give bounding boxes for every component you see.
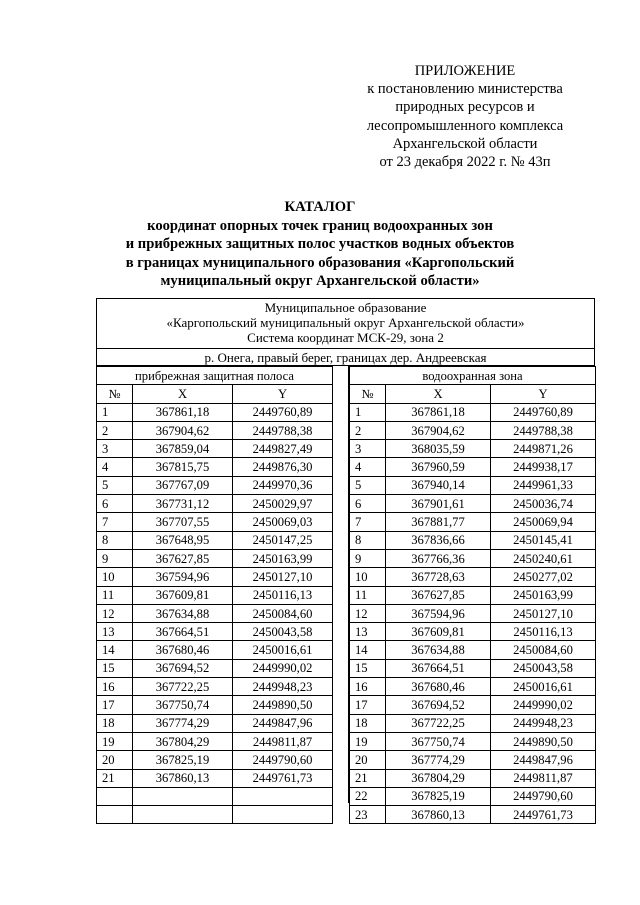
point-number-cell	[97, 787, 133, 805]
y-coordinate-cell: 2450240,61	[491, 549, 596, 567]
point-number-cell: 8	[350, 531, 386, 549]
point-number-cell: 16	[350, 678, 386, 696]
x-coordinate-cell: 367707,55	[133, 513, 233, 531]
table-row	[97, 549, 333, 567]
table-row	[350, 531, 596, 549]
point-number-cell: 15	[97, 659, 133, 677]
x-coordinate-cell: 367722,25	[133, 678, 233, 696]
point-number-cell: 17	[97, 696, 133, 714]
table-row	[97, 531, 333, 549]
point-number-cell: 5	[350, 476, 386, 494]
point-number-cell: 6	[350, 495, 386, 513]
x-coordinate-cell: 367836,66	[386, 531, 491, 549]
point-number-cell: 2	[97, 421, 133, 439]
table-row	[350, 549, 596, 567]
table-row	[97, 604, 333, 622]
y-coordinate-cell: 2449938,17	[491, 458, 596, 476]
x-coordinate-cell: 367774,29	[133, 714, 233, 732]
table-row	[97, 623, 333, 641]
point-number-cell: 14	[97, 641, 133, 659]
municipality-label: Муниципальное образование	[264, 300, 427, 315]
catalog-line: муниципальный округ Архангельской области»	[160, 273, 480, 289]
table-row	[97, 714, 333, 732]
catalog-title: КАТАЛОГ	[284, 199, 356, 215]
point-number-cell: 16	[97, 678, 133, 696]
x-coordinate-cell: 367731,12	[133, 495, 233, 513]
appendix-block	[350, 62, 580, 171]
point-number-cell: 10	[350, 568, 386, 586]
table-row	[97, 751, 333, 769]
y-coordinate-cell: 2449827,49	[233, 440, 333, 458]
appendix-line: Архангельской области	[392, 135, 538, 152]
point-number-cell: 7	[97, 513, 133, 531]
table-caption: прибрежная защитная полоса	[97, 367, 333, 385]
table-row	[350, 403, 596, 421]
table-row	[97, 732, 333, 750]
table-row	[97, 440, 333, 458]
y-coordinate-cell: 2450043,58	[233, 623, 333, 641]
x-coordinate-cell: 367728,63	[386, 568, 491, 586]
catalog-heading	[90, 198, 550, 291]
appendix-line: к постановлению министерства	[367, 81, 563, 98]
y-coordinate-cell: 2450127,10	[491, 604, 596, 622]
point-number-cell: 18	[350, 714, 386, 732]
point-number-cell: 3	[97, 440, 133, 458]
y-coordinate-cell: 2449871,26	[491, 440, 596, 458]
point-number-cell: 1	[350, 403, 386, 421]
table-row	[97, 806, 333, 824]
table-row	[350, 458, 596, 476]
y-coordinate-cell: 2449788,38	[491, 421, 596, 439]
table-row	[97, 458, 333, 476]
table-row	[97, 513, 333, 531]
point-number-cell: 9	[97, 549, 133, 567]
x-coordinate-cell: 367634,88	[386, 641, 491, 659]
table-row	[350, 769, 596, 787]
table-row	[97, 641, 333, 659]
x-coordinate-cell: 367648,95	[133, 531, 233, 549]
y-coordinate-cell: 2450036,74	[491, 495, 596, 513]
x-coordinate-cell: 367901,61	[386, 495, 491, 513]
y-coordinate-cell: 2449811,87	[233, 732, 333, 750]
table-row	[97, 769, 333, 787]
y-coordinate-cell: 2449847,96	[233, 714, 333, 732]
x-coordinate-cell: 367694,52	[133, 659, 233, 677]
table-row	[97, 678, 333, 696]
municipality-name: «Каргопольский муниципальный округ Архангельской области»	[166, 315, 525, 330]
point-number-cell: 11	[350, 586, 386, 604]
table-row	[97, 787, 333, 805]
x-coordinate-cell: 367804,29	[133, 732, 233, 750]
table-row	[350, 714, 596, 732]
point-number-cell: 20	[97, 751, 133, 769]
y-coordinate-cell: 2450084,60	[491, 641, 596, 659]
x-coordinate-cell: 367627,85	[386, 586, 491, 604]
point-number-cell: 1	[97, 403, 133, 421]
appendix-line: от 23 декабря 2022 г. № 43п	[379, 154, 551, 171]
x-coordinate-cell: 367722,25	[386, 714, 491, 732]
x-coordinate-cell: 367694,52	[386, 696, 491, 714]
x-coordinate-cell: 367860,13	[386, 806, 491, 824]
point-number-cell: 12	[97, 604, 133, 622]
y-coordinate-cell	[233, 787, 333, 805]
x-coordinate-cell: 367825,19	[133, 751, 233, 769]
x-coordinate-cell: 367861,18	[386, 403, 491, 421]
table-row	[350, 751, 596, 769]
y-coordinate-cell: 2449970,36	[233, 476, 333, 494]
x-coordinate-cell: 367627,85	[133, 549, 233, 567]
y-coordinate-cell: 2450016,61	[491, 678, 596, 696]
table-row	[350, 678, 596, 696]
table-caption: водоохранная зона	[350, 367, 596, 385]
column-header-x: X	[133, 385, 233, 403]
y-coordinate-cell: 2450069,94	[491, 513, 596, 531]
x-coordinate-cell: 367815,75	[133, 458, 233, 476]
x-coordinate-cell: 368035,59	[386, 440, 491, 458]
point-number-cell: 11	[97, 586, 133, 604]
x-coordinate-cell: 367904,62	[386, 421, 491, 439]
coastal-protection-strip-table	[96, 366, 333, 824]
x-coordinate-cell: 367750,74	[386, 732, 491, 750]
x-coordinate-cell: 367940,14	[386, 476, 491, 494]
point-number-cell: 19	[97, 732, 133, 750]
x-coordinate-cell: 367860,13	[133, 769, 233, 787]
appendix-line: лесопромышленного комплекса	[366, 117, 564, 134]
y-coordinate-cell	[233, 806, 333, 824]
column-header-number: №	[350, 385, 386, 403]
y-coordinate-cell: 2449761,73	[233, 769, 333, 787]
x-coordinate-cell: 367594,96	[386, 604, 491, 622]
river-description: р. Онега, правый берег, границах дер. Андреевская	[204, 350, 487, 365]
x-coordinate-cell	[133, 787, 233, 805]
point-number-cell: 9	[350, 549, 386, 567]
y-coordinate-cell: 2449990,02	[491, 696, 596, 714]
table-header-box	[96, 298, 595, 366]
y-coordinate-cell: 2449990,02	[233, 659, 333, 677]
point-number-cell: 13	[350, 623, 386, 641]
x-coordinate-cell: 367804,29	[386, 769, 491, 787]
point-number-cell: 21	[350, 769, 386, 787]
y-coordinate-cell: 2450116,13	[491, 623, 596, 641]
table-row	[97, 659, 333, 677]
column-header-y: Y	[491, 385, 596, 403]
x-coordinate-cell: 367904,62	[133, 421, 233, 439]
x-coordinate-cell: 367750,74	[133, 696, 233, 714]
x-coordinate-cell: 367774,29	[386, 751, 491, 769]
x-coordinate-cell: 367861,18	[133, 403, 233, 421]
x-coordinate-cell: 367859,04	[133, 440, 233, 458]
table-row	[350, 787, 596, 805]
y-coordinate-cell: 2449811,87	[491, 769, 596, 787]
y-coordinate-cell: 2450163,99	[491, 586, 596, 604]
y-coordinate-cell: 2449760,89	[491, 403, 596, 421]
y-coordinate-cell: 2449790,60	[491, 787, 596, 805]
table-row	[350, 806, 596, 824]
catalog-line: координат опорных точек границ водоохранных зон	[147, 217, 493, 234]
table-row	[350, 440, 596, 458]
x-coordinate-cell: 367766,36	[386, 549, 491, 567]
point-number-cell: 14	[350, 641, 386, 659]
y-coordinate-cell: 2450069,03	[233, 513, 333, 531]
x-coordinate-cell: 367664,51	[133, 623, 233, 641]
table-row	[350, 495, 596, 513]
table-row	[350, 568, 596, 586]
point-number-cell: 23	[350, 806, 386, 824]
table-row	[97, 495, 333, 513]
x-coordinate-cell: 367767,09	[133, 476, 233, 494]
point-number-cell: 15	[350, 659, 386, 677]
point-number-cell: 13	[97, 623, 133, 641]
x-coordinate-cell: 367634,88	[133, 604, 233, 622]
y-coordinate-cell: 2450084,60	[233, 604, 333, 622]
x-coordinate-cell: 367680,46	[133, 641, 233, 659]
point-number-cell: 7	[350, 513, 386, 531]
table-row	[97, 476, 333, 494]
catalog-line: в границах муниципального образования «Каргопольский	[125, 254, 515, 271]
x-coordinate-cell: 367960,59	[386, 458, 491, 476]
table-body	[97, 403, 333, 824]
y-coordinate-cell: 2450147,25	[233, 531, 333, 549]
column-header-number: №	[97, 385, 133, 403]
appendix-title: ПРИЛОЖЕНИЕ	[414, 63, 516, 79]
point-number-cell: 12	[350, 604, 386, 622]
y-coordinate-cell: 2449876,30	[233, 458, 333, 476]
y-coordinate-cell: 2449961,33	[491, 476, 596, 494]
table-row	[350, 421, 596, 439]
catalog-line: и прибрежных защитных полос участков водных объектов	[125, 236, 515, 252]
point-number-cell: 21	[97, 769, 133, 787]
point-number-cell: 4	[350, 458, 386, 476]
y-coordinate-cell: 2449847,96	[491, 751, 596, 769]
coordinate-system: Система координат МСК-29, зона 2	[247, 330, 444, 345]
y-coordinate-cell: 2449760,89	[233, 403, 333, 421]
y-coordinate-cell: 2449948,23	[491, 714, 596, 732]
y-coordinate-cell: 2449890,50	[233, 696, 333, 714]
point-number-cell: 2	[350, 421, 386, 439]
x-coordinate-cell: 367680,46	[386, 678, 491, 696]
table-gap	[332, 366, 349, 803]
y-coordinate-cell: 2450029,97	[233, 495, 333, 513]
x-coordinate-cell: 367609,81	[133, 586, 233, 604]
table-row	[350, 623, 596, 641]
table-row	[97, 696, 333, 714]
x-coordinate-cell	[133, 806, 233, 824]
column-header-x: X	[386, 385, 491, 403]
column-header-y: Y	[233, 385, 333, 403]
point-number-cell	[97, 806, 133, 824]
y-coordinate-cell: 2449890,50	[491, 732, 596, 750]
y-coordinate-cell: 2450127,10	[233, 568, 333, 586]
x-coordinate-cell: 367609,81	[386, 623, 491, 641]
table-row	[97, 568, 333, 586]
table-row	[350, 476, 596, 494]
table-row	[97, 403, 333, 421]
point-number-cell: 20	[350, 751, 386, 769]
point-number-cell: 8	[97, 531, 133, 549]
y-coordinate-cell: 2449790,60	[233, 751, 333, 769]
y-coordinate-cell: 2450016,61	[233, 641, 333, 659]
table-row	[97, 421, 333, 439]
x-coordinate-cell: 367594,96	[133, 568, 233, 586]
point-number-cell: 4	[97, 458, 133, 476]
point-number-cell: 3	[350, 440, 386, 458]
x-coordinate-cell: 367825,19	[386, 787, 491, 805]
table-row	[350, 732, 596, 750]
point-number-cell: 22	[350, 787, 386, 805]
y-coordinate-cell: 2450043,58	[491, 659, 596, 677]
y-coordinate-cell: 2450116,13	[233, 586, 333, 604]
point-number-cell: 17	[350, 696, 386, 714]
x-coordinate-cell: 367664,51	[386, 659, 491, 677]
table-row	[350, 696, 596, 714]
point-number-cell: 18	[97, 714, 133, 732]
y-coordinate-cell: 2450277,02	[491, 568, 596, 586]
table-row	[350, 586, 596, 604]
table-row	[350, 513, 596, 531]
y-coordinate-cell: 2449788,38	[233, 421, 333, 439]
point-number-cell: 10	[97, 568, 133, 586]
table-row	[350, 641, 596, 659]
table-row	[350, 659, 596, 677]
y-coordinate-cell: 2450145,41	[491, 531, 596, 549]
water-protection-zone-table	[349, 366, 596, 824]
y-coordinate-cell: 2449948,23	[233, 678, 333, 696]
point-number-cell: 6	[97, 495, 133, 513]
y-coordinate-cell: 2449761,73	[491, 806, 596, 824]
point-number-cell: 19	[350, 732, 386, 750]
table-body	[350, 403, 596, 824]
x-coordinate-cell: 367881,77	[386, 513, 491, 531]
appendix-line: природных ресурсов и	[395, 99, 535, 116]
point-number-cell: 5	[97, 476, 133, 494]
table-row	[97, 586, 333, 604]
y-coordinate-cell: 2450163,99	[233, 549, 333, 567]
table-row	[350, 604, 596, 622]
